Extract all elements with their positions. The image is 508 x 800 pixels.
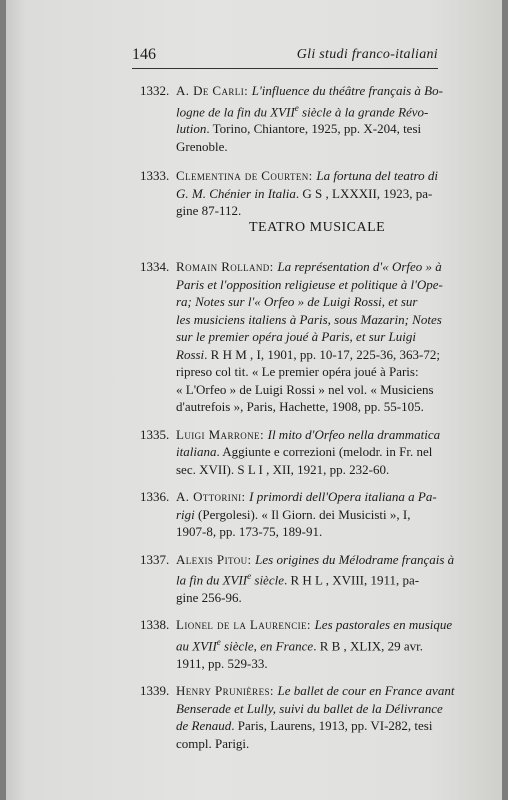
entry-number: 1332. <box>140 83 170 98</box>
entry-number: 1339. <box>140 683 170 699</box>
entry-text: Les pastorales en musique <box>314 617 453 633</box>
entry-text: I primordi dell'Opera italiana a Pa- <box>249 489 437 504</box>
entry-author: Henry Prunières: <box>176 683 278 699</box>
entry-number: 1338. <box>140 617 170 633</box>
bibliography-entry <box>136 488 466 541</box>
entry-text: e <box>247 571 252 581</box>
entry-text: la fin du XVII <box>176 572 248 588</box>
entry-text: La représentation d'« Orfeo » à <box>277 259 442 274</box>
entry-text: Grenoble. <box>176 138 228 154</box>
entry-text: gine 87-112. <box>176 203 242 219</box>
bibliography-entry <box>136 616 466 672</box>
entry-number: 1335. <box>140 426 170 442</box>
page-header <box>132 46 438 69</box>
entry-text: Le ballet de cour en France avant <box>277 683 455 699</box>
bibliography-entry <box>136 167 466 220</box>
entry-text: (Pergolesi). « Il Giorn. dei Musicisti », I, <box>194 506 411 522</box>
entry-text: sur le premier opéra joué à Paris, et sur Luigi <box>176 329 417 344</box>
entry-author: Lionel de la Laurencie: <box>176 617 315 633</box>
entry-number: 1337. <box>140 551 170 567</box>
entry-author: Alexis Pitou: <box>176 551 256 567</box>
bibliography-block-teatro-musicale <box>136 258 466 752</box>
entry-author: Clementina de Courten: <box>176 168 317 184</box>
book-page <box>6 0 502 800</box>
entry-number: 1334. <box>140 259 170 274</box>
entry-text: La fortuna del teatro di <box>316 168 438 184</box>
entry-author: Luigi Marrone: <box>176 426 268 442</box>
entry-text: G. M. Chénier in Italia <box>176 185 296 201</box>
entry-text: ripreso col tit. « Le premier opéra joué à Paris: <box>176 364 419 379</box>
entry-text: . R H M , I, 1901, pp. 10-17, 225-36, 363-72; <box>204 346 440 362</box>
entry-author: Romain Rolland: <box>176 259 278 274</box>
entry-text: Il mito d'Orfeo nella drammatica <box>267 426 441 442</box>
bibliography-entry <box>136 82 466 155</box>
page-number: 146 <box>132 46 156 63</box>
bibliography-entry <box>136 426 466 479</box>
entry-text: logne de la fin du XVII <box>176 103 295 119</box>
entry-text: siècle à la grande Révo- <box>298 103 429 119</box>
entry-text: L'influence du théâtre français à Bo- <box>251 83 443 98</box>
entry-text: au XVII <box>176 638 217 654</box>
entry-text: 1911, pp. 529-33. <box>176 655 268 671</box>
entry-text: . Paris, Laurens, 1913, pp. VI-282, tesi <box>231 718 433 734</box>
entry-text: e <box>216 636 221 647</box>
entry-text: lution <box>176 121 207 137</box>
entry-text: Les origines du Mélodrame français à <box>255 551 455 567</box>
entry-text: . Aggiunte e correzioni (melodr. in Fr. nel <box>216 444 433 459</box>
bibliography-entry <box>136 682 466 752</box>
entry-text: . Torino, Chiantore, 1925, pp. X-204, tesi <box>206 121 422 137</box>
entry-text: sec. XVII). S L I , XII, 1921, pp. 232-60. <box>176 461 390 477</box>
entry-number: 1336. <box>140 489 170 504</box>
entry-text: les musiciens italiens à Paris, sous Mazarin; Notes <box>176 311 442 327</box>
entry-text: siècle <box>251 572 284 588</box>
entry-text: italiana <box>176 444 217 459</box>
entry-text: 1907-8, pp. 173-75, 189-91. <box>176 524 323 539</box>
section-heading: TEATRO MUSICALE <box>249 220 386 235</box>
entry-text: Benserade et Lully, suivi du ballet de la Délivrance <box>176 700 443 716</box>
bibliography-entry <box>136 551 466 607</box>
bibliography-entry <box>136 258 466 416</box>
entry-text: « L'Orfeo » de Luigi Rossi » nel vol. « Musiciens <box>176 381 434 397</box>
entry-number: 1333. <box>140 168 170 184</box>
entry-text: d'autrefois », Paris, Hachette, 1908, pp. 55-105. <box>176 399 424 414</box>
entry-text: de Renaud <box>176 718 232 734</box>
entry-text: Paris et l'opposition religieuse et politique à l'Ope- <box>176 276 443 292</box>
entry-text: . R H L , XVIII, 1911, pa- <box>283 572 420 588</box>
entry-text: rigi <box>176 506 195 522</box>
entry-text: . R B , XLIX, 29 avr. <box>313 638 423 654</box>
entry-author: A. De Carli: <box>176 83 252 98</box>
entry-text: . G S , LXXXII, 1923, pa- <box>295 185 433 201</box>
bibliography-block-before-section <box>136 82 466 220</box>
entry-text: compl. Parigi. <box>176 735 250 751</box>
entry-text: ra; Notes sur l'« Orfeo » de Luigi Rossi, et sur <box>176 294 418 309</box>
entry-text: gine 256-96. <box>176 589 242 605</box>
entry-text: e <box>294 102 299 113</box>
entry-text: Rossi <box>176 346 205 362</box>
entry-author: A. Ottorini: <box>176 489 250 504</box>
entry-text: siècle, en France <box>220 638 314 654</box>
running-title: Gli studi franco-italiani <box>296 47 438 62</box>
